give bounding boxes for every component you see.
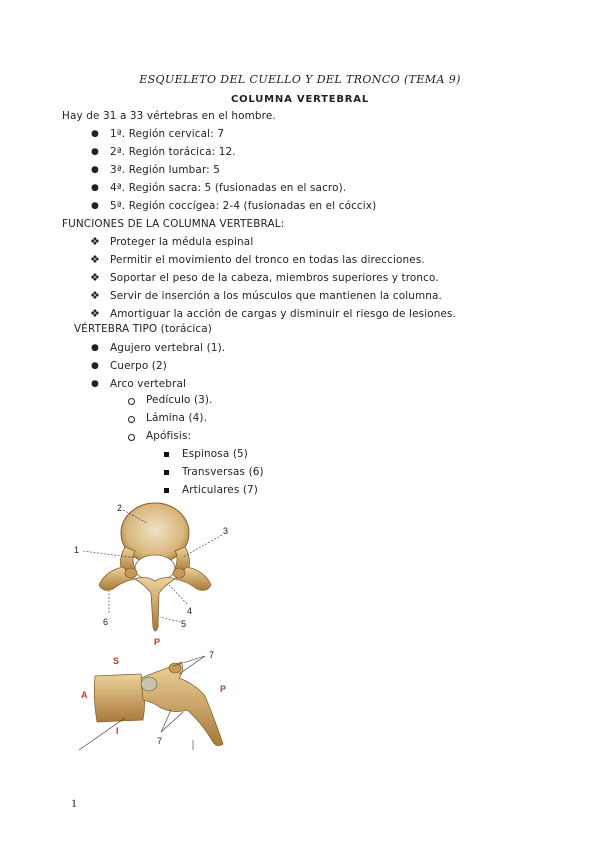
funcion-item: Proteger la médula espinal <box>110 236 254 248</box>
diamond-bullet-icon: ❖ <box>90 289 100 302</box>
bullet-dot: ● <box>91 183 99 193</box>
square-bullet-icon <box>164 470 169 475</box>
spinous-process <box>135 577 175 631</box>
direction-label: P <box>220 684 227 694</box>
figure-label: 2 <box>117 503 123 513</box>
circle-bullet-icon <box>128 416 135 423</box>
figure-label: 7 <box>157 736 163 746</box>
region-item: 4ª. Región sacra: 5 (fusionadas en el sacro). <box>110 182 347 194</box>
page-number: 1 <box>71 796 77 810</box>
region-item: 1ª. Región cervical: 7 <box>110 128 225 140</box>
parte-item: Agujero vertebral (1). <box>110 342 226 354</box>
arco-item: Apófisis: <box>146 430 192 442</box>
figure-label: 3 <box>223 526 229 536</box>
vertebra-lateral-illustration <box>65 648 255 756</box>
figure-label: 4 <box>187 606 193 616</box>
figure-label: 7 <box>209 650 215 660</box>
square-bullet-icon <box>164 488 169 493</box>
vertebra-heading: VÉRTEBRA TIPO (torácica) <box>74 323 213 335</box>
funcion-item: Servir de inserción a los músculos que mantienen la columna. <box>110 290 442 302</box>
apofisis-item: Transversas (6) <box>182 466 264 478</box>
bullet-dot: ● <box>91 201 99 211</box>
apofisis-item: Espinosa (5) <box>182 448 249 460</box>
funcion-item: Amortiguar la acción de cargas y disminuir el riesgo de lesiones. <box>110 308 457 320</box>
figure-label: 1 <box>74 545 80 555</box>
arco-item: Lámina (4). <box>146 412 208 424</box>
bullet-dot: ● <box>91 147 99 157</box>
parte-item: Cuerpo (2) <box>110 360 167 372</box>
section-subtitle: COLUMNA VERTEBRAL <box>230 94 370 105</box>
diamond-bullet-icon: ❖ <box>90 253 100 266</box>
diamond-bullet-icon: ❖ <box>90 235 100 248</box>
region-item: 3ª. Región lumbar: 5 <box>110 164 221 176</box>
bullet-dot: ● <box>91 379 99 389</box>
funciones-heading: FUNCIONES DE LA COLUMNA VERTEBRAL: <box>62 218 285 230</box>
articular-facet-right <box>173 568 185 578</box>
diamond-bullet-icon: ❖ <box>90 307 100 320</box>
vertebra-superior-illustration <box>65 495 255 650</box>
square-bullet-icon <box>164 452 169 457</box>
intro-text: Hay de 31 a 33 vértebras en el hombre. <box>62 110 276 122</box>
bullet-dot: ● <box>91 343 99 353</box>
direction-label: A <box>81 690 88 700</box>
parte-item: Arco vertebral <box>110 378 187 390</box>
neural-arch-lateral <box>141 662 223 746</box>
funcion-item: Soportar el peso de la cabeza, miembros superiores y tronco. <box>110 272 439 284</box>
vertebral-body-lateral <box>94 674 144 722</box>
diamond-bullet-icon: ❖ <box>90 271 100 284</box>
apofisis-item: Articulares (7) <box>182 484 259 496</box>
direction-label: P <box>154 637 161 647</box>
document-title: ESQUELETO DEL CUELLO Y DEL TRONCO (TEMA 9) <box>139 73 461 86</box>
bullet-dot: ● <box>91 361 99 371</box>
articular-facet-left <box>125 568 137 578</box>
circle-bullet-icon <box>128 434 135 441</box>
direction-label: I <box>116 726 119 736</box>
bullet-dot: ● <box>91 165 99 175</box>
funcion-item: Permitir el movimiento del tronco en todas las direcciones. <box>110 254 425 266</box>
arco-item: Pedículo (3). <box>146 394 213 406</box>
region-item: 2ª. Región torácica: 12. <box>110 146 236 158</box>
direction-label: S <box>113 656 120 666</box>
superior-articular-facet <box>169 663 181 673</box>
circle-bullet-icon <box>128 398 135 405</box>
bullet-dot: ● <box>91 129 99 139</box>
figure-label: 6 <box>103 617 109 627</box>
figure-label: 5 <box>181 619 187 629</box>
costal-facet <box>141 677 157 691</box>
region-item: 5ª. Región coccígea: 2-4 (fusionadas en el cóccix) <box>110 200 377 212</box>
